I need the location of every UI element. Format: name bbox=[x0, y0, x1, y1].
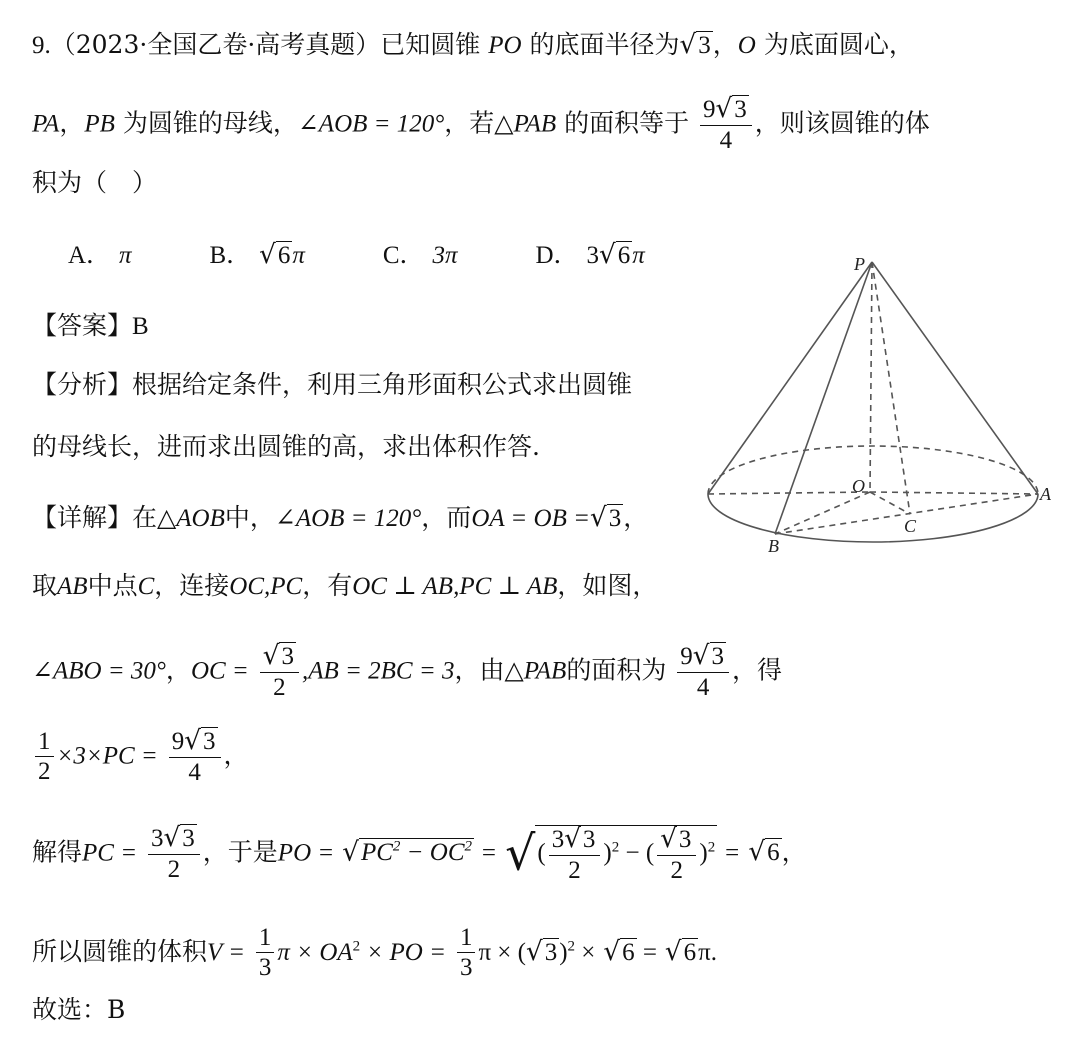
segment-ob bbox=[775, 492, 870, 534]
answer-value: B bbox=[132, 313, 149, 340]
label-o: O bbox=[852, 476, 865, 496]
detail-tag: 【详解】 bbox=[32, 503, 133, 532]
base-ellipse-back bbox=[708, 446, 1038, 494]
label-b: B bbox=[768, 536, 779, 556]
generatrix-left bbox=[708, 262, 872, 494]
option-a: A． π bbox=[68, 242, 132, 269]
answer-tag: 【答案】 bbox=[32, 311, 133, 340]
generatrix-right bbox=[872, 262, 1038, 494]
options-row bbox=[68, 240, 715, 271]
segment-left-diameter bbox=[708, 492, 870, 494]
segment-oa bbox=[870, 492, 1038, 494]
segment-pc bbox=[872, 262, 910, 514]
question-line-1: 9.（2023·全国乙卷·高考真题）已知圆锥 PO 的底面半径为√3，O 为底面圆心， bbox=[32, 30, 914, 60]
analysis-line-2: 的母线长，进而求出圆锥的高，求出体积作答. bbox=[32, 432, 540, 461]
detail-line-6: 所以圆锥的体积V = $\frac{1}{3}$ $\pi \times OA^2$ × PO = $\frac{1}{3}$ $\pi \times (√3)^2 \times √6 = √6\pi$. bbox=[32, 924, 718, 982]
detail-line-5: 解得PC = $\frac{3√3}{2}$ ，于是PO = $√PC^2 - OC^2$ = √( $\frac{3√3}{2}$ )$^2$ − ( $\frac{√3}{2}$ )$^2$ = √6， bbox=[32, 823, 807, 884]
area-fraction: $\frac{9√3}{4}$ bbox=[700, 96, 752, 154]
question-line-2: PA，PB 为圆锥的母线，∠AOB = 120°，若△PAB 的面积等于 $\frac{9√3}{4}$ ，则该圆锥的体 bbox=[32, 94, 930, 154]
label-p: P bbox=[854, 254, 865, 274]
detail-line-3: ∠ABO = 30°，OC = $\frac{√3}{2}$ ,AB = 2BC = 3，由△PAB的面积为 $\frac{9√3}{4}$ ，得 bbox=[32, 641, 783, 701]
segment-oc bbox=[870, 492, 910, 514]
label-c: C bbox=[904, 516, 917, 536]
detail-line-2: 取AB中点C，连接OC,PC，有OC ⊥ AB,PC ⊥ AB，如图， bbox=[32, 571, 658, 600]
option-d: D． 3√6π bbox=[535, 240, 645, 270]
question-source: （2023·全国乙卷·高考真题） bbox=[50, 30, 381, 59]
sqrt-3: √3 bbox=[679, 30, 711, 60]
option-b: B． √6π bbox=[209, 240, 305, 270]
analysis-tag: 【分析】 bbox=[32, 370, 133, 399]
base-ellipse-front bbox=[708, 494, 1038, 542]
detail-line-4: $\frac{1}{2}$ ×3×PC = $\frac{9√3}{4}$ ， bbox=[32, 728, 249, 786]
label-a: A bbox=[1040, 484, 1051, 504]
detail-line-1: 【详解】在△AOB中，∠AOB = 120°，而OA = OB =√3， bbox=[32, 503, 649, 533]
analysis-line-1: 【分析】根据给定条件，利用三角形面积公式求出圆锥 bbox=[32, 370, 633, 399]
answer-line bbox=[32, 311, 149, 342]
cone-figure bbox=[700, 248, 1060, 558]
option-c: C． 3π bbox=[382, 242, 458, 269]
question-line-3: 积为（ ） bbox=[32, 168, 158, 197]
question-number: 9. bbox=[32, 32, 51, 59]
segment-po bbox=[870, 262, 872, 492]
big-sqrt: √( $\frac{3√3}{2}$ )$^2$ − ( $\frac{√3}{2}$ )$^2$ bbox=[505, 824, 716, 884]
conclusion-line: 故选：B bbox=[32, 995, 126, 1024]
